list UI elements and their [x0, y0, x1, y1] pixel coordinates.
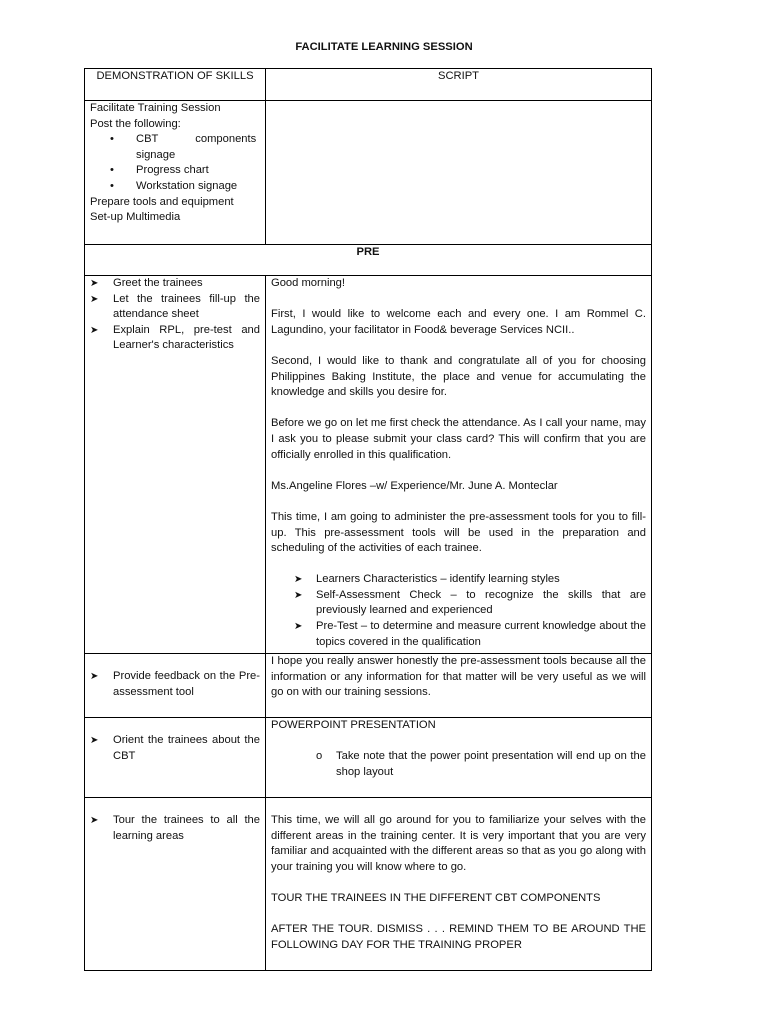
- prep-row: [85, 101, 652, 245]
- header-script: SCRIPT: [266, 69, 652, 101]
- tour-skill-cell: [85, 798, 266, 971]
- cbt-row: [85, 718, 652, 798]
- tour-paragraph: TOUR THE TRAINEES IN THE DIFFERENT CBT COMPONENTS: [271, 891, 601, 904]
- arrow-bullet-icon: ➤: [294, 589, 303, 601]
- script-paragraph: Second, I would like to thank and congratulate all of you for choosing Philippines Baking Institute, the place and venue for accumulating the knowledge and skills you desire for.: [271, 354, 646, 399]
- prep-line: Prepare tools and equipment: [90, 195, 234, 208]
- script-paragraph: First, I would like to welcome each and every one. I am Rommel C. Lagundino, your facilitator in Food& beverage Services NCII..: [271, 308, 646, 336]
- arrow-bullet-icon: ➤: [90, 735, 99, 746]
- assessment-tool-text: Self-Assessment Check – to recognize the skills that are previously learned and experienced: [316, 588, 646, 617]
- pre-skills-cell: [85, 276, 266, 654]
- arrow-bullet-icon: ➤: [90, 815, 99, 826]
- feedback-script-text: I hope you really answer honestly the pre-assessment tools because all the information or any information for that matter will be very useful as we will go on with our training sessions.: [271, 655, 646, 699]
- feedback-skill-cell: [85, 654, 266, 718]
- feedback-script-cell: [266, 654, 652, 718]
- prep-bullet-item: [90, 132, 260, 163]
- prep-bullet-item: [90, 163, 260, 179]
- header-skills: DEMONSTRATION OF SKILLS: [85, 69, 266, 101]
- header-row: [85, 69, 652, 101]
- prep-script-cell: [266, 101, 652, 245]
- pre-script-cell: [266, 276, 652, 654]
- assessment-tool-text: Learners Characteristics – identify learning styles: [316, 573, 560, 586]
- cbt-note-text: Take note that the power point presentation will end up on the shop layout: [336, 750, 646, 778]
- pre-section-row: [85, 245, 652, 276]
- cbt-skill-text: Orient the trainees about the CBT: [113, 734, 260, 762]
- arrow-bullet-icon: ➤: [90, 278, 99, 289]
- prep-bullets: [90, 132, 260, 194]
- script-paragraph: Good morning!: [271, 277, 346, 289]
- tour-paragraph: This time, we will all go around for you to familiarize your selves with the different areas in the training center. It is very important that you are very familiar and acquainted with the different areas so that as you go along with your training you will know where to go.: [271, 814, 646, 873]
- arrow-bullet-icon: ➤: [294, 621, 303, 633]
- cbt-skill-list: [90, 733, 260, 764]
- feedback-skill-list: [90, 669, 260, 700]
- assessment-tool-item: [271, 619, 646, 650]
- script-paragraph: Ms.Angeline Flores –w/ Experience/Mr. June A. Monteclar: [271, 479, 558, 492]
- prep-bullet-text: Progress chart: [136, 164, 209, 177]
- cbt-script-title: POWERPOINT PRESENTATION: [271, 719, 436, 731]
- prep-bullet-text: Workstation signage: [136, 179, 238, 192]
- arrow-bullet-icon: ➤: [90, 671, 99, 682]
- pre-skill-text: Greet the trainees: [113, 277, 203, 289]
- pre-skills-list: [90, 276, 260, 354]
- pre-section-label: PRE: [85, 245, 652, 276]
- arrow-bullet-icon: ➤: [90, 293, 99, 305]
- tour-paragraph: AFTER THE TOUR. DISMISS . . . REMIND THEM TO BE AROUND THE FOLLOWING DAY FOR THE TRAINING PROPER: [271, 923, 646, 951]
- assessment-tool-item: [271, 572, 646, 588]
- pre-skill-item: [90, 276, 260, 292]
- assessment-tool-text: Pre-Test – to determine and measure current knowledge about the topics covered in the qualification: [316, 620, 646, 648]
- pre-skill-item: [90, 292, 260, 323]
- feedback-skill-item: [90, 669, 260, 700]
- pre-skill-text: Explain RPL, pre-test and Learner's characteristics: [113, 323, 260, 352]
- assessment-tool-item: [271, 588, 646, 619]
- tour-skill-list: [90, 813, 260, 844]
- cbt-skill-cell: [85, 718, 266, 798]
- arrow-bullet-icon: ➤: [294, 574, 303, 586]
- cbt-note-list: [271, 749, 646, 780]
- cbt-skill-item: [90, 733, 260, 764]
- prep-cell: [85, 101, 266, 245]
- cbt-note-item: [271, 749, 646, 780]
- tour-skill-item: [90, 813, 260, 844]
- prep-line: Facilitate Training Session: [90, 102, 221, 114]
- pre-row: [85, 276, 652, 654]
- document-title: FACILITATE LEARNING SESSION: [295, 41, 473, 53]
- tour-skill-text: Tour the trainees to all the learning areas: [113, 814, 260, 842]
- prep-line: Post the following:: [90, 117, 181, 130]
- cbt-script-cell: [266, 718, 652, 798]
- pre-skill-text: Let the trainees fill-up the attendance sheet: [113, 292, 260, 321]
- feedback-skill-text: Provide feedback on the Pre-assessment tool: [113, 670, 260, 698]
- pre-skill-item: [90, 323, 260, 354]
- feedback-row: [85, 654, 652, 718]
- prep-line: Set-up Multimedia: [90, 211, 181, 224]
- script-paragraph: This time, I am going to administer the pre-assessment tools for you to fill-up. This pre-assessment tools will be used in the preparation and scheduling of the activities of each trainee.: [271, 510, 646, 555]
- tour-script-cell: [266, 798, 652, 971]
- arrow-bullet-icon: ➤: [90, 324, 99, 336]
- circle-bullet-icon: o: [316, 750, 323, 763]
- prep-bullet-item: [90, 179, 260, 195]
- session-table: [84, 68, 652, 971]
- assessment-tools-list: [271, 572, 646, 650]
- prep-bullet-text: • CBT components signage: [136, 133, 257, 161]
- script-paragraph: Before we go on let me first check the attendance. As I call your name, may I ask you to please submit your class card? This will confirm that you are officially enrolled in this qualification.: [271, 417, 646, 461]
- tour-row: [85, 798, 652, 971]
